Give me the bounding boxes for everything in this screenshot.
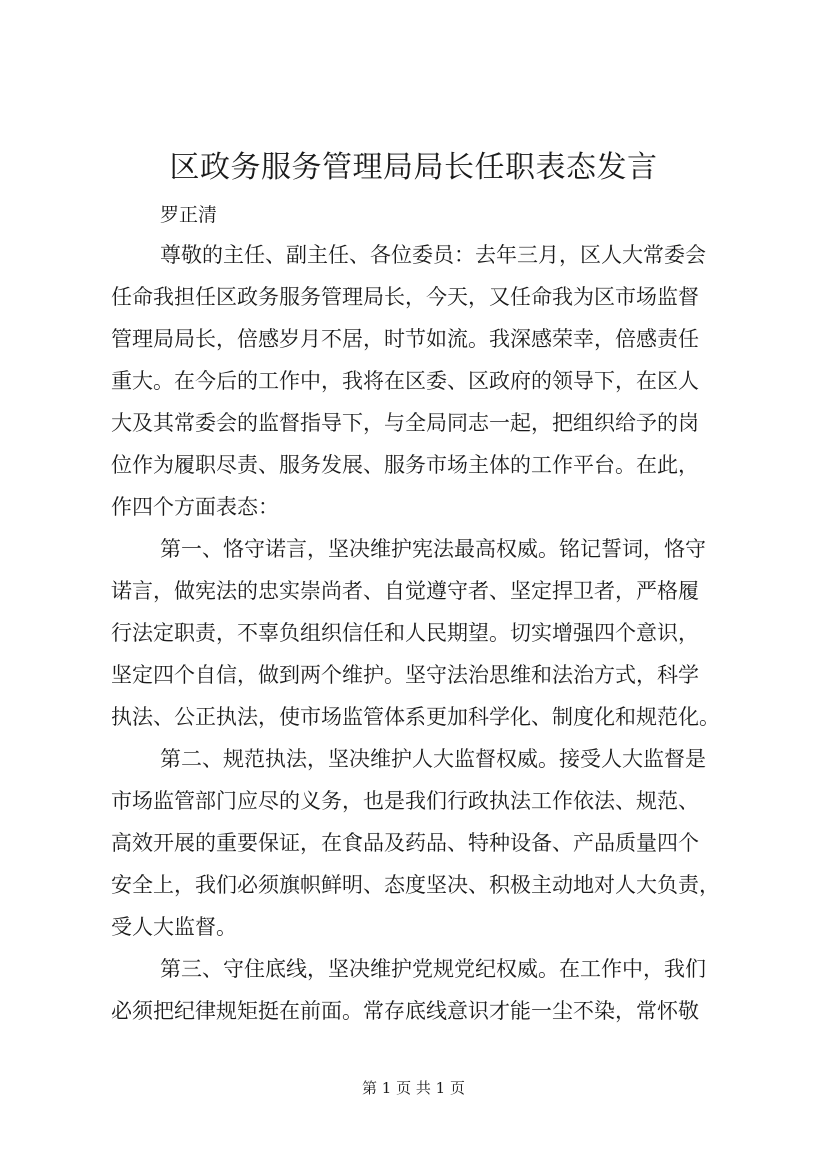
paragraph-line: 诺言，做宪法的忠实崇尚者、自觉遵守者、坚定捍卫者，严格履 [111, 579, 699, 603]
paragraph-line: 作四个方面表态： [111, 495, 279, 519]
paragraph-line: 任命我担任区政务服务管理局长，今天，又任命我为区市场监督 [111, 285, 699, 309]
paragraph-line: 第三、守住底线，坚决维护党规党纪权威。在工作中，我们 [160, 957, 706, 981]
document-title: 区政务服务管理局局长任职表态发言 [169, 150, 658, 185]
paragraph-line: 尊敬的主任、副主任、各位委员：去年三月，区人大常委会 [160, 243, 706, 267]
paragraph-line: 坚定四个自信，做到两个维护。坚守法治思维和法治方式，科学 [111, 663, 699, 687]
paragraph-line: 大及其常委会的监督指导下，与全局同志一起，把组织给予的岗 [111, 411, 699, 435]
paragraph-line: 必须把纪律规矩挺在前面。常存底线意识才能一尘不染，常怀敬 [111, 999, 699, 1023]
paragraph-line: 高效开展的重要保证，在食品及药品、特种设备、产品质量四个 [111, 831, 699, 855]
paragraph-line: 位作为履职尽责、服务发展、服务市场主体的工作平台。在此， [111, 453, 699, 477]
paragraph-line: 受人大监督。 [111, 915, 237, 939]
paragraph-line: 第二、规范执法，坚决维护人大监督权威。接受人大监督是 [160, 747, 706, 771]
paragraph-line: 管理局局长，倍感岁月不居，时节如流。我深感荣幸，倍感责任 [111, 327, 699, 351]
author-name: 罗正清 [160, 204, 218, 226]
paragraph-line: 安全上，我们必须旗帜鲜明、态度坚决、积极主动地对人大负责， [111, 873, 720, 897]
paragraph-line: 第一、恪守诺言，坚决维护宪法最高权威。铭记誓词，恪守 [160, 537, 706, 561]
paragraph-line: 市场监管部门应尽的义务，也是我们行政执法工作依法、规范、 [111, 789, 699, 813]
paragraph-line: 重大。在今后的工作中，我将在区委、区政府的领导下，在区人 [111, 369, 699, 393]
paragraph-line: 执法、公正执法，使市场监管体系更加科学化、制度化和规范化。 [111, 705, 720, 729]
paragraph-line: 行法定职责，不辜负组织信任和人民期望。切实增强四个意识， [111, 621, 699, 645]
page-number: 第 1 页 共 1 页 [362, 1079, 465, 1097]
